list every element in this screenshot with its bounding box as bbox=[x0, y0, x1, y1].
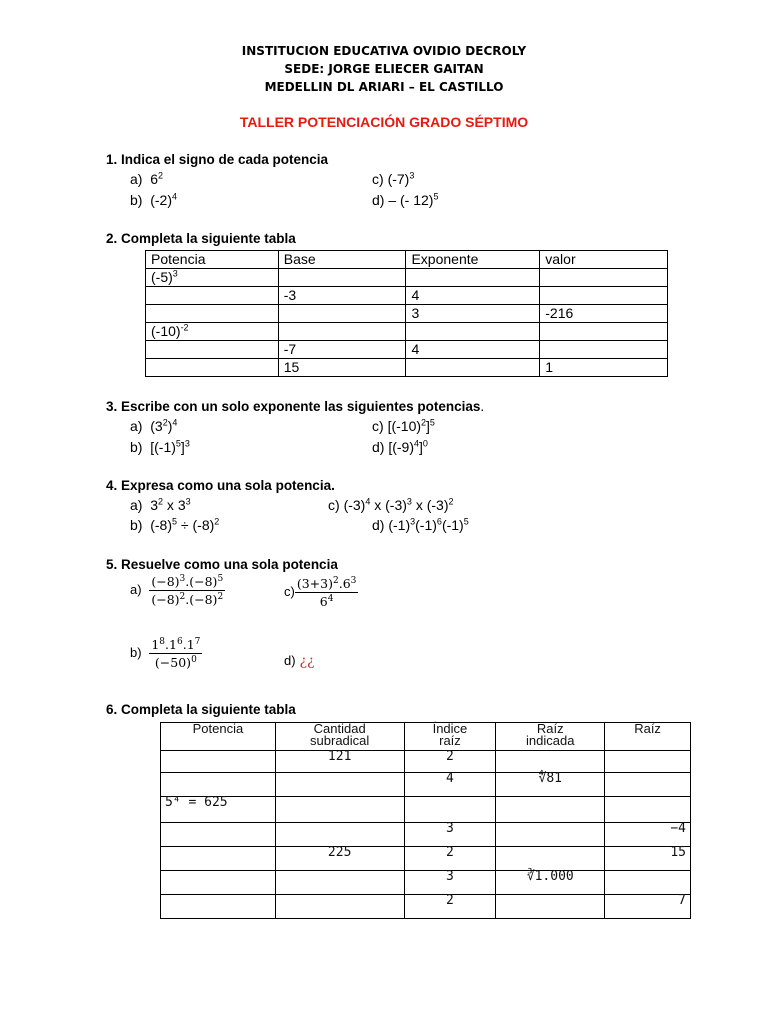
q2-header-cell: valor bbox=[540, 251, 668, 269]
table-cell[interactable]: 121 bbox=[275, 751, 404, 773]
table-cell[interactable]: -216 bbox=[540, 305, 668, 323]
q2-table-header-row bbox=[146, 251, 668, 269]
table-cell[interactable]: 1 bbox=[540, 359, 668, 377]
table-row bbox=[161, 871, 691, 895]
table-cell[interactable]: -3 bbox=[278, 287, 406, 305]
q4-item-d: d) $(-1)^3(-1)^6(-1)^5$ bbox=[372, 516, 469, 533]
table-cell[interactable]: 3 bbox=[404, 871, 496, 895]
table-row bbox=[146, 305, 668, 323]
table-cell[interactable] bbox=[605, 751, 691, 773]
q6-heading: 6. Completa la siguiente tabla bbox=[106, 702, 296, 717]
table-cell[interactable] bbox=[275, 823, 404, 847]
table-cell[interactable]: -7 bbox=[278, 341, 406, 359]
table-cell[interactable]: $(-10)^{-2}$ bbox=[146, 323, 279, 341]
table-cell[interactable] bbox=[275, 773, 404, 797]
table-row bbox=[161, 797, 691, 823]
table-cell[interactable] bbox=[161, 823, 276, 847]
table-cell[interactable] bbox=[161, 871, 276, 895]
table-cell[interactable]: 4 bbox=[404, 773, 496, 797]
table-row bbox=[161, 823, 691, 847]
table-row bbox=[161, 847, 691, 871]
table-cell[interactable] bbox=[496, 847, 605, 871]
table-cell[interactable] bbox=[406, 269, 540, 287]
q4-item-c: c) $(-3)^4$ x $(-3)^3$ x $(-3)^2$ bbox=[328, 496, 454, 513]
table-cell[interactable] bbox=[496, 895, 605, 919]
q1-item-a: a) $6^2$ bbox=[130, 170, 164, 187]
q1-item-b: b) $(-2)^4$ bbox=[130, 191, 178, 208]
table-cell[interactable] bbox=[146, 359, 279, 377]
q3-item-a: a) $(3^2)^4$ bbox=[130, 417, 178, 434]
q5-item-d: d) ¿¿ bbox=[284, 653, 315, 669]
table-cell[interactable] bbox=[540, 287, 668, 305]
q2-header-cell: Base bbox=[278, 251, 406, 269]
table-cell[interactable]: ∜81 bbox=[496, 773, 605, 797]
q5-item-c: c) $\frac{(3+3)^2.6^3}{6^4}$ bbox=[284, 575, 357, 609]
table-row bbox=[146, 323, 668, 341]
table-cell[interactable] bbox=[406, 359, 540, 377]
table-row bbox=[161, 895, 691, 919]
school-campus: SEDE: JORGE ELIECER GAITAN bbox=[284, 62, 484, 76]
q5-item-a: a) $\frac{(-8)^3.(-8)^5}{(-8)^2.(-8)^2}$ bbox=[130, 573, 224, 607]
table-cell[interactable] bbox=[496, 797, 605, 823]
table-cell[interactable]: ∛1.000 bbox=[496, 871, 605, 895]
q2-header-cell: Exponente bbox=[406, 251, 540, 269]
table-cell[interactable]: 2 bbox=[404, 895, 496, 919]
table-cell[interactable] bbox=[406, 323, 540, 341]
table-row bbox=[146, 269, 668, 287]
table-cell[interactable] bbox=[161, 895, 276, 919]
q6-header-cell: Cantidad subradical bbox=[275, 723, 404, 751]
table-cell[interactable] bbox=[605, 871, 691, 895]
table-cell[interactable] bbox=[496, 751, 605, 773]
table-cell[interactable] bbox=[161, 847, 276, 871]
table-cell[interactable] bbox=[161, 751, 276, 773]
q2-table bbox=[145, 250, 668, 377]
q5-item-b: b) $\frac{1^8.1^6.1^7}{(-50)^0}$ bbox=[130, 636, 201, 670]
q3-heading: 3. Escribe con un solo exponente las siguientes potencias. bbox=[106, 399, 485, 414]
fraction: $\frac{(-8)^3.(-8)^5}{(-8)^2.(-8)^2}$ bbox=[151, 573, 224, 607]
q6-header-cell: Potencia bbox=[161, 723, 276, 751]
q3-item-b: b) $[(-1)^5]^3$ bbox=[130, 438, 190, 455]
table-cell[interactable]: 2 bbox=[404, 847, 496, 871]
table-cell[interactable]: 7 bbox=[605, 895, 691, 919]
table-cell[interactable]: 5⁴ = 625 bbox=[161, 797, 276, 823]
table-cell[interactable]: 2 bbox=[404, 751, 496, 773]
q1-item-c: c) $(-7)^3$ bbox=[372, 170, 415, 187]
school-location: MEDELLIN DL ARIARI – EL CASTILLO bbox=[264, 80, 504, 94]
q4-heading: 4. Expresa como una sola potencia. bbox=[106, 478, 335, 493]
q1-item-d: d) – (- 12)$^5$ bbox=[372, 191, 439, 208]
table-cell[interactable] bbox=[161, 773, 276, 797]
q6-header-cell: Raíz bbox=[605, 723, 691, 751]
table-cell[interactable]: 4 bbox=[406, 287, 540, 305]
table-cell[interactable] bbox=[275, 871, 404, 895]
q3-item-c: c) $[(-10)^2]^5$ bbox=[372, 417, 435, 434]
q6-header-cell: Índice raíz bbox=[404, 723, 496, 751]
table-cell[interactable] bbox=[540, 269, 668, 287]
table-cell[interactable] bbox=[278, 305, 406, 323]
table-cell[interactable]: 15 bbox=[278, 359, 406, 377]
table-cell[interactable] bbox=[496, 823, 605, 847]
table-cell[interactable] bbox=[146, 287, 279, 305]
q6-table bbox=[160, 722, 691, 919]
fraction: $\frac{(3+3)^2.6^3}{6^4}$ bbox=[296, 575, 357, 609]
table-cell[interactable] bbox=[540, 323, 668, 341]
table-cell[interactable]: 225 bbox=[275, 847, 404, 871]
table-cell[interactable]: −4 bbox=[605, 823, 691, 847]
table-row bbox=[146, 359, 668, 377]
q6-table-header-row bbox=[161, 723, 691, 751]
q1-heading: 1. Indica el signo de cada potencia bbox=[106, 152, 329, 167]
table-row bbox=[146, 287, 668, 305]
fraction: $\frac{1^8.1^6.1^7}{(-50)^0}$ bbox=[151, 636, 201, 670]
table-cell[interactable]: 3 bbox=[406, 305, 540, 323]
table-row bbox=[161, 773, 691, 797]
table-cell[interactable] bbox=[146, 341, 279, 359]
table-cell[interactable] bbox=[605, 773, 691, 797]
table-cell[interactable] bbox=[540, 341, 668, 359]
q4-item-b: b) $(-8)^5 \div (-8)^2$ bbox=[130, 516, 220, 533]
table-cell[interactable] bbox=[275, 895, 404, 919]
table-cell[interactable] bbox=[278, 323, 406, 341]
table-row bbox=[161, 751, 691, 773]
table-cell[interactable] bbox=[275, 797, 404, 823]
table-cell[interactable]: 15 bbox=[605, 847, 691, 871]
table-cell[interactable] bbox=[278, 269, 406, 287]
table-cell[interactable]: 3 bbox=[404, 823, 496, 847]
table-cell[interactable]: 4 bbox=[406, 341, 540, 359]
q5-heading: 5. Resuelve como una sola potencia bbox=[106, 557, 338, 572]
table-row bbox=[146, 341, 668, 359]
table-cell[interactable]: $(-5)^3$ bbox=[146, 269, 279, 287]
worksheet-title: TALLER POTENCIACIÓN GRADO SÉPTIMO bbox=[239, 114, 529, 130]
table-cell[interactable] bbox=[404, 797, 496, 823]
table-cell[interactable] bbox=[605, 797, 691, 823]
q6-header-cell: Raíz indicada bbox=[496, 723, 605, 751]
q2-heading: 2. Completa la siguiente tabla bbox=[106, 231, 296, 246]
q3-item-d: d) $[(-9)^4]^0$ bbox=[372, 438, 428, 455]
q4-item-a: a) $3^2$ x $3^3$ bbox=[130, 496, 191, 513]
q2-header-cell: Potencia bbox=[146, 251, 279, 269]
school-name: INSTITUCION EDUCATIVA OVIDIO DECROLY bbox=[241, 44, 527, 58]
table-cell[interactable] bbox=[146, 305, 279, 323]
